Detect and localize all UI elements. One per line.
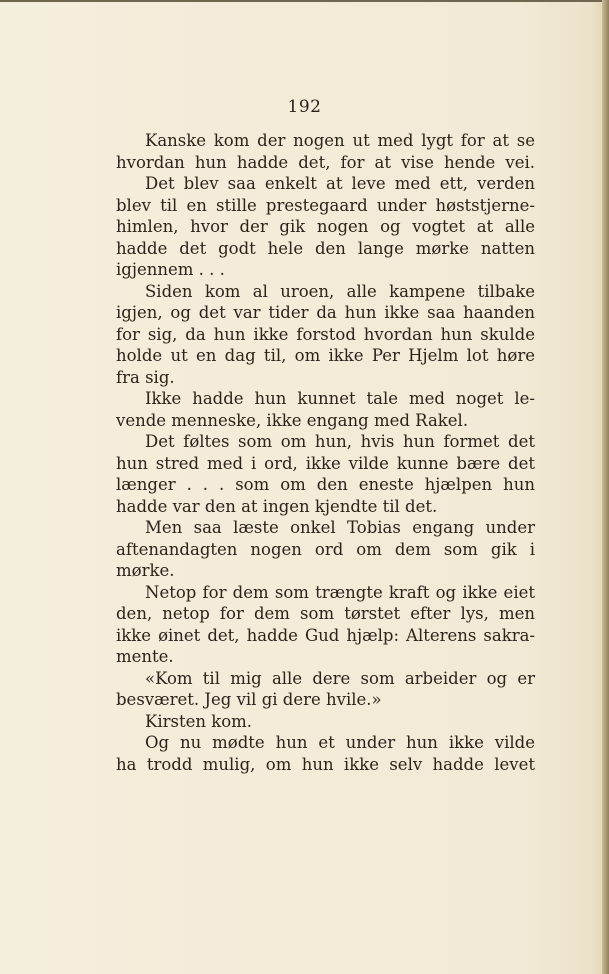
text-line: fra sig.	[116, 367, 175, 387]
text-line: himlen, hvor der gik nogen og vogtet at alle	[116, 217, 535, 236]
page-number: 192	[287, 97, 322, 117]
text-line: Ikke hadde hun kunnet tale med noget le-	[145, 389, 535, 408]
text-line: ha trodd mulig, om hun ikke selv hadde levet	[116, 754, 535, 774]
text-line: Det føltes som om hun, hvis hun formet det	[145, 432, 535, 451]
text-line: igjen, og det var tider da hun ikke saa haanden	[116, 303, 535, 322]
text-line: mørke.	[116, 561, 175, 580]
text-line: ikke øinet det, hadde Gud hjælp: Alterens sakra-	[116, 625, 535, 645]
text-line: holde ut en dag til, om ikke Per Hjelm lot høre	[116, 346, 535, 365]
text-line: mente.	[116, 647, 174, 666]
text-line: Netop for dem som trængte kraft og ikke eiet	[145, 582, 535, 602]
page-right-edge	[602, 0, 609, 974]
page-top-edge	[0, 0, 609, 2]
text-line: igjennem . . .	[116, 260, 225, 279]
text-line: for sig, da hun ikke forstod hvordan hun skulde	[116, 324, 535, 344]
text-line: længer . . . som om den eneste hjælpen hun	[116, 475, 535, 494]
text-line: aftenandagten nogen ord om dem som gik i	[116, 539, 535, 559]
text-line: Siden kom al uroen, alle kampene tilbake	[145, 281, 535, 301]
text-line: vende menneske, ikke engang med Rakel.	[116, 410, 469, 430]
body-text	[116, 130, 535, 775]
text-line: Men saa læste onkel Tobias engang under	[145, 518, 535, 537]
text-line: Og nu mødte hun et under hun ikke vilde	[145, 733, 535, 752]
text-line: den, netop for dem som tørstet efter lys, men	[116, 604, 535, 623]
text-line: hadde det godt hele den lange mørke natten	[116, 238, 535, 258]
text-line: hvordan hun hadde det, for at vise hende vei.	[116, 152, 535, 172]
text-line: blev til en stille prestegaard under høststjerne-	[116, 195, 535, 215]
text-line: Det blev saa enkelt at leve med ett, verden	[145, 174, 535, 193]
text-line: «Kom til mig alle dere som arbeider og er	[145, 668, 535, 688]
text-line: besværet. Jeg vil gi dere hvile.»	[116, 690, 382, 709]
text-line: hadde var den at ingen kjendte til det.	[116, 496, 438, 516]
text-line: Kirsten kom.	[145, 711, 253, 731]
text-line: Kanske kom der nogen ut med lygt for at se	[145, 131, 535, 150]
text-line: hun stred med i ord, ikke vilde kunne bære det	[116, 453, 535, 473]
